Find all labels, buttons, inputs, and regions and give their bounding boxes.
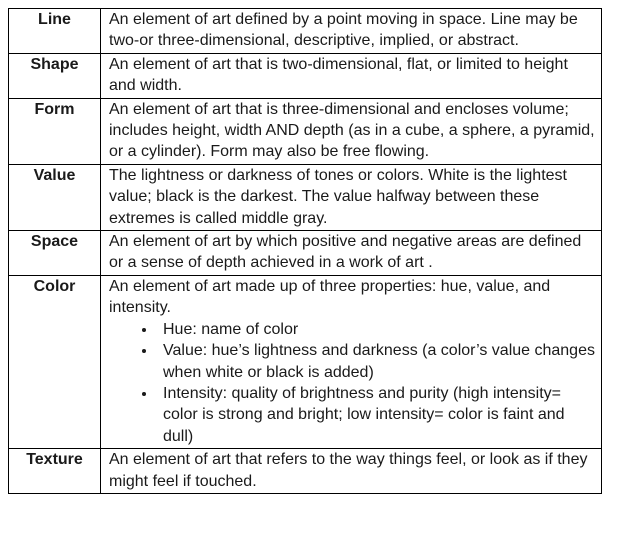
table-row-value xyxy=(9,164,602,230)
description-space xyxy=(101,231,602,276)
term-color: Color xyxy=(9,275,101,448)
description-text: An element of art that is three-dimensional and encloses volume; includes height, width AND depth (as in a cube, a sphere, a pyramid, or a cylinder). Form may also be free flowing. xyxy=(109,100,595,161)
table-row-form xyxy=(9,98,602,164)
term-line: Line xyxy=(9,9,101,54)
term-shape: Shape xyxy=(9,53,101,98)
list-item-hue: • Hue: name of color xyxy=(157,319,597,340)
description-text: An element of art that is two-dimensional, flat, or limited to height and width. xyxy=(109,55,568,95)
description-color xyxy=(101,275,602,448)
table-row-line xyxy=(9,9,602,54)
term-value: Value xyxy=(9,164,101,230)
list-item-value: • Value: hue’s lightness and darkness (a color’s value changes when white or black is added) xyxy=(157,340,597,383)
description-texture xyxy=(101,449,602,494)
description-text: An element of art defined by a point moving in space. Line may be two-or three-dimensional, descriptive, implied, or abstract. xyxy=(109,11,578,50)
description-text: The lightness or darkness of tones or colors. White is the lightest value; black is the darkest. The value halfway between these extremes is called middle gray. xyxy=(109,166,567,227)
term-space: Space xyxy=(9,231,101,276)
description-text: An element of art made up of three properties: hue, value, and intensity. xyxy=(109,277,551,317)
table-row-texture xyxy=(9,449,602,494)
description-value xyxy=(101,164,602,230)
table-row-space xyxy=(9,231,602,276)
term-texture: Texture xyxy=(9,449,101,494)
table-row-shape xyxy=(9,53,602,98)
elements-of-art-table xyxy=(8,8,602,494)
description-form xyxy=(101,98,602,164)
color-property-list xyxy=(109,319,597,447)
description-line xyxy=(101,9,602,54)
term-form: Form xyxy=(9,98,101,164)
list-item-intensity: • Intensity: quality of brightness and purity (high intensity= color is strong and bright; low intensity= color is faint and dull) xyxy=(157,383,597,447)
description-text: An element of art by which positive and negative areas are defined or a sense of depth achieved in a work of art . xyxy=(109,233,582,272)
description-text: An element of art that refers to the way things feel, or look as if they might feel if touched. xyxy=(109,451,588,490)
description-shape xyxy=(101,53,602,98)
table-row-color xyxy=(9,275,602,448)
